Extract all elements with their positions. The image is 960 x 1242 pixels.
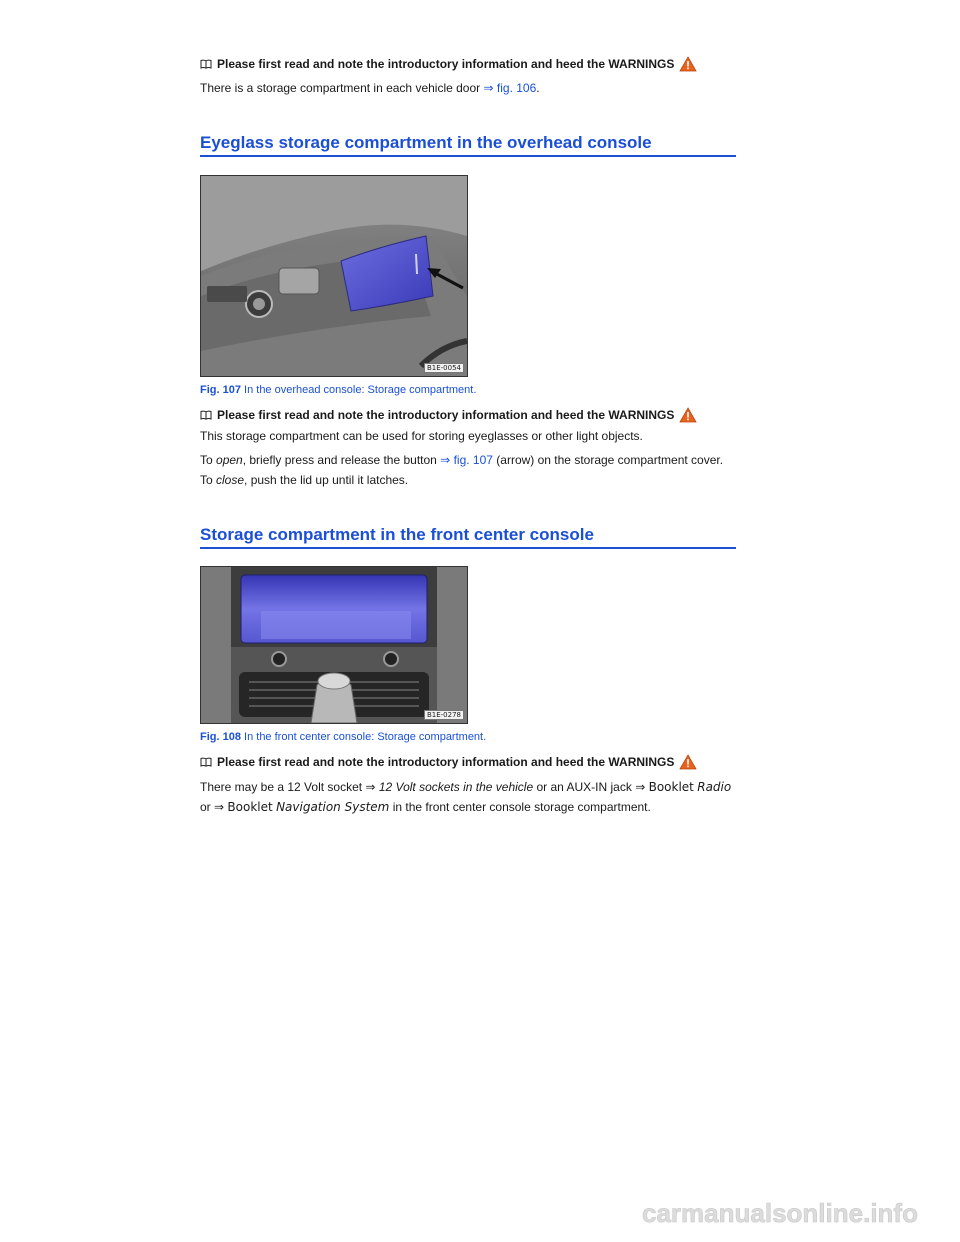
fig-107-link[interactable]: ⇒ fig. 107 [440,453,493,467]
overhead-console-illustration [201,176,467,376]
warning-note [200,56,736,72]
intro-paragraph: There is a storage compartment in each vehicle door ⇒ fig. 106. [200,81,540,95]
figure-107-caption: Fig. 107 In the overhead console: Storage compartment. [200,384,477,396]
radio-booklet-ref[interactable]: Radio [697,780,732,794]
12v-socket-ref[interactable]: 12 Volt sockets in the vehicle [378,780,534,794]
center-console-illustration [201,567,467,723]
watermark-text: carmanualsonline.info [642,1198,918,1228]
fig-106-link[interactable]: ⇒ fig. 106 [483,81,537,95]
section-heading-eyeglass: Eyeglass storage compartment in the overhead console [200,133,736,157]
warning-note [200,407,736,423]
warning-triangle-icon[interactable] [679,56,697,72]
paragraph: This storage compartment can be used for storing eyeglasses or other light objects. [200,429,643,443]
note-text: Please first read and note the introductory information and heed the WARNINGS [217,755,675,769]
note-text: Please first read and note the introductory information and heed the WARNINGS [217,57,675,71]
book-icon [200,757,212,767]
figure-108-caption: Fig. 108 In the front center console: Storage compartment. [200,731,487,743]
watermark-logo [610,1194,950,1234]
figure-code: B1E-0278 [424,710,464,720]
navigation-booklet-ref[interactable]: Navigation System [276,800,390,814]
warning-triangle-icon[interactable] [679,754,697,770]
note-text: Please first read and note the introductory information and heed the WARNINGS [217,408,675,422]
paragraph-socket: There may be a 12 Volt socket ⇒ 12 Volt sockets in the vehicle or an AUX-IN jack ⇒ Booklet Radio or ⇒ Booklet Navigation System in the front center console storage compartment. [200,780,732,814]
section-heading-center-console: Storage compartment in the front center console [200,525,736,549]
paragraph-open: To open, briefly press and release the button ⇒ fig. 107 (arrow) on the storage compartment cover. [200,453,724,467]
warning-note [200,754,736,770]
book-icon [200,59,212,69]
figure-code: B1E-0054 [424,363,464,373]
figure-108-image [200,566,468,724]
book-icon [200,410,212,420]
warning-triangle-icon[interactable] [679,407,697,423]
figure-107-image [200,175,468,377]
paragraph-close: To close, push the lid up until it latches. [200,473,409,487]
